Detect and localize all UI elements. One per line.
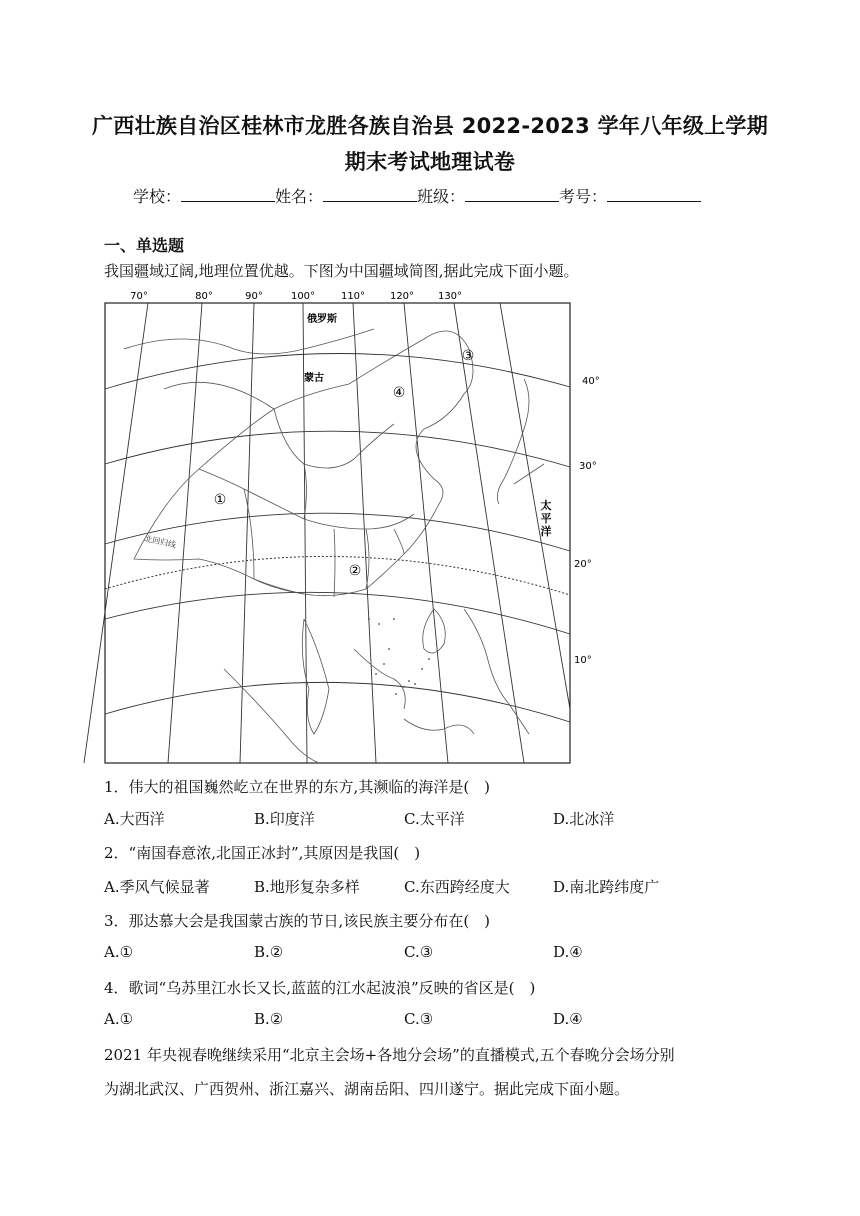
question-4-stem: 4．歌词“乌苏里江水长又长,蓝蓝的江水起波浪”反映的省区是( ) xyxy=(104,979,536,997)
option-d[interactable]: D.南北跨纬度广 xyxy=(553,878,660,896)
marker-4: ④ xyxy=(392,385,406,401)
russia-label: 俄罗斯 xyxy=(307,314,337,325)
longitude-label: 110° xyxy=(340,291,366,302)
option-b[interactable]: B.地形复杂多样 xyxy=(254,878,360,896)
option-a[interactable]: A.① xyxy=(104,943,134,961)
china-territory-map xyxy=(104,289,600,764)
pacific-label: 洋 xyxy=(540,525,552,538)
option-d[interactable]: D.④ xyxy=(553,943,583,961)
school-label: 学校： xyxy=(133,187,182,206)
pacific-label: 太 xyxy=(540,499,552,512)
exam-number-label: 考号： xyxy=(559,187,608,206)
longitude-label: 100° xyxy=(290,291,316,302)
option-b[interactable]: B.印度洋 xyxy=(254,810,315,828)
passage-line-1: 2021 年央视春晚继续采用“北京主会场+各地分会场”的直播模式,五个春晚分会场分别 xyxy=(104,1046,675,1064)
option-b[interactable]: B.② xyxy=(254,943,284,961)
longitude-label: 130° xyxy=(437,291,463,302)
latitude-label: 20° xyxy=(574,559,592,570)
option-c[interactable]: C.东西跨经度大 xyxy=(404,878,510,896)
marker-3: ③ xyxy=(461,348,475,364)
tropic-label: 北回归线 xyxy=(143,534,177,550)
option-d[interactable]: D.④ xyxy=(553,1010,583,1028)
option-a[interactable]: A.季风气候显著 xyxy=(104,878,210,896)
mongolia-label: 蒙古 xyxy=(304,373,324,384)
marker-2: ② xyxy=(348,563,362,579)
passage-line-2: 为湖北武汉、广西贺州、浙江嘉兴、湖南岳阳、四川遂宁。据此完成下面小题。 xyxy=(104,1080,630,1098)
longitude-label: 90° xyxy=(245,291,263,302)
longitude-label: 70° xyxy=(130,291,148,302)
page-subtitle: 期末考试地理试卷 xyxy=(344,150,516,174)
latitude-label: 30° xyxy=(579,461,597,472)
pacific-label: 平 xyxy=(540,512,552,525)
longitude-label: 80° xyxy=(195,291,213,302)
question-1-stem: 1．伟大的祖国巍然屹立在世界的东方,其濒临的海洋是( ) xyxy=(104,778,491,796)
name-blank[interactable] xyxy=(323,187,417,202)
name-label: 姓名： xyxy=(275,187,324,206)
option-c[interactable]: C.太平洋 xyxy=(404,810,465,828)
question-3-stem: 3．那达慕大会是我国蒙古族的节日,该民族主要分布在( ) xyxy=(104,912,491,930)
latitude-label: 10° xyxy=(574,655,592,666)
option-b[interactable]: B.② xyxy=(254,1010,284,1028)
class-blank[interactable] xyxy=(465,187,559,202)
option-d[interactable]: D.北冰洋 xyxy=(553,810,615,828)
student-info-row xyxy=(133,184,701,207)
page-title: 广西壮族自治区桂林市龙胜各族自治县 2022-2023 学年八年级上学期 xyxy=(91,114,769,138)
school-blank[interactable] xyxy=(181,187,275,202)
class-label: 班级： xyxy=(417,187,466,206)
longitude-label: 120° xyxy=(389,291,415,302)
marker-1: ① xyxy=(213,492,227,508)
option-c[interactable]: C.③ xyxy=(404,943,434,961)
option-a[interactable]: A.大西洋 xyxy=(104,810,165,828)
exam-number-blank[interactable] xyxy=(607,187,701,202)
latitude-label: 40° xyxy=(582,376,600,387)
question-2-stem: 2．“南国春意浓,北国正冰封”,其原因是我国( ) xyxy=(104,844,421,862)
section-intro: 我国疆域辽阔,地理位置优越。下图为中国疆域简图,据此完成下面小题。 xyxy=(104,262,579,280)
option-c[interactable]: C.③ xyxy=(404,1010,434,1028)
section-heading: 一、单选题 xyxy=(104,236,185,255)
option-a[interactable]: A.① xyxy=(104,1010,134,1028)
